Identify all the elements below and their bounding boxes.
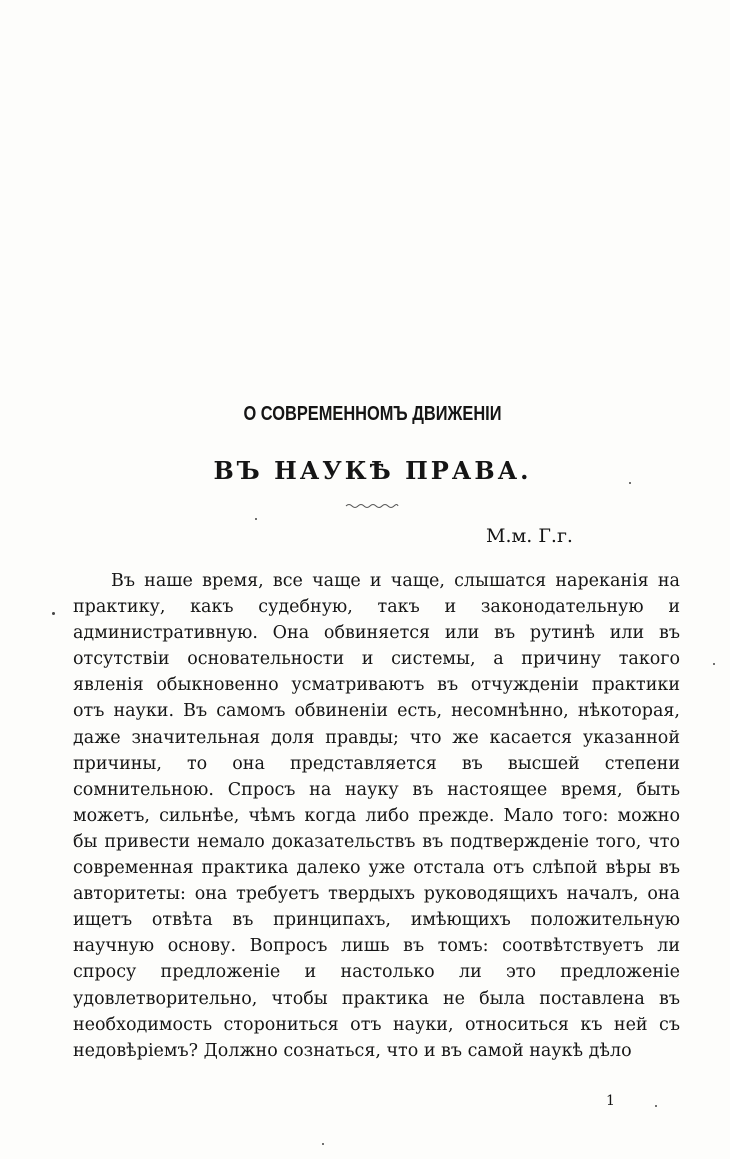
ornament-divider bbox=[344, 500, 400, 512]
page-number: 1 bbox=[606, 1093, 615, 1109]
scan-speck bbox=[322, 1143, 324, 1145]
title-line-2: ВЪ НАУКѢ ПРАВА. bbox=[213, 456, 532, 485]
salutation: М.м. Г.г. bbox=[486, 525, 573, 547]
scan-speck bbox=[655, 1105, 657, 1107]
title-line-1: О СОВРЕМЕННОМЪ ДВИЖЕНІИ bbox=[243, 403, 502, 425]
scan-speck bbox=[629, 482, 631, 484]
scan-speck bbox=[52, 612, 55, 615]
scan-speck bbox=[255, 518, 257, 520]
scan-speck bbox=[713, 663, 715, 665]
body-paragraph: Въ наше время, все чаще и чаще, слышатся нареканія на практику, какъ судебную, такъ и законодательную и административную. Она обвиняется или въ рутинѣ или въ отсутствіи основательности и системы, а причину такого явленія обыкновенно усматриваютъ въ отчужденіи практики отъ науки. Въ самомъ обвиненіи есть, несомнѣнно, нѣкоторая, даже значительная доля правды; что же касается указанной причины, то она представляется въ высшей степени сомнительною. Спросъ на науку въ настоящее время, быть можетъ, сильнѣе, чѣмъ когда либо прежде. Мало того: можно бы привести немало доказательствъ въ подтвержденіе того, что современная практика далеко уже отстала отъ слѣпой вѣры въ авторитеты: она требуетъ твердыхъ руководящихъ началъ, она ищетъ отвѣта въ принципахъ, имѣющихъ положительную научную основу. Вопросъ лишь въ томъ: соотвѣтствуетъ ли спросу предложеніе и настолько ли это предложеніе удовлетворительно, чтобы практика не была поставлена въ необходимость сторониться отъ науки, относиться къ ней съ недовѣріемъ? Должно сознаться, что и въ самой наукѣ дѣло bbox=[73, 571, 680, 1061]
